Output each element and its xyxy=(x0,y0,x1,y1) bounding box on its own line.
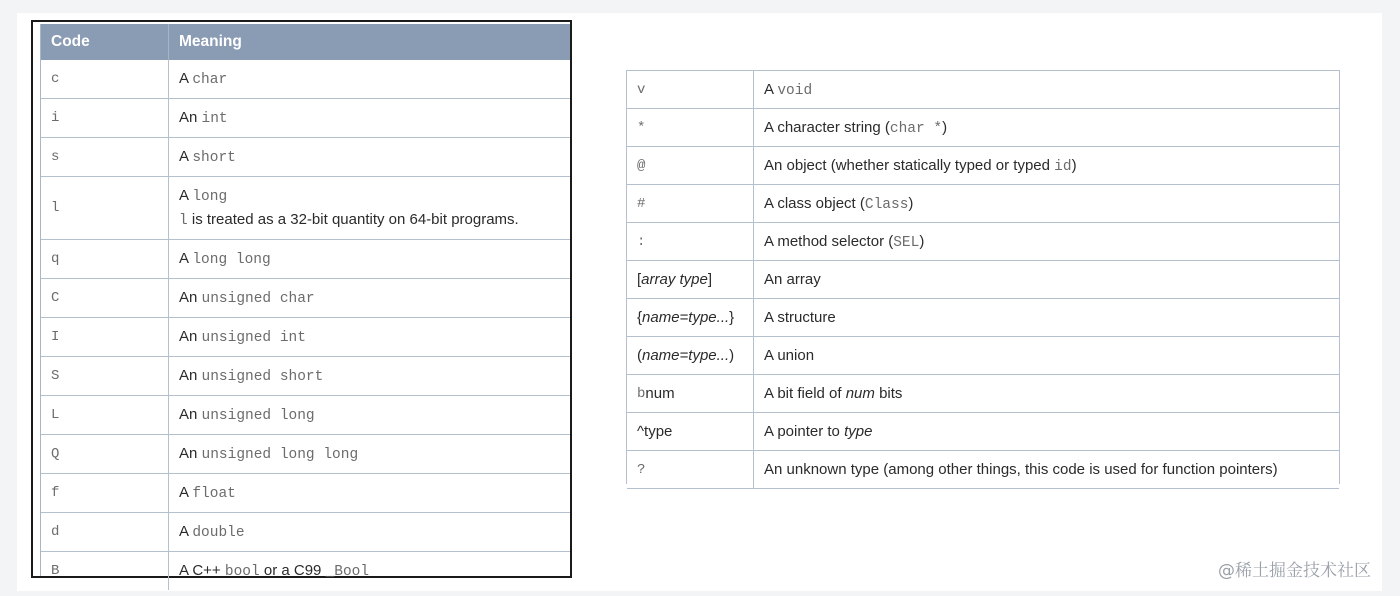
code-value: @ xyxy=(637,157,646,174)
table-row xyxy=(41,474,570,513)
code-cell xyxy=(41,138,169,176)
meaning-line xyxy=(179,445,358,463)
meaning-cell xyxy=(754,347,814,364)
code-cell xyxy=(627,109,754,146)
code-part: name=type... xyxy=(642,309,730,326)
type-name: unsigned char xyxy=(201,291,315,307)
code-cell xyxy=(627,375,754,412)
table-row xyxy=(41,357,570,396)
table-row xyxy=(41,99,570,138)
meaning-line xyxy=(179,562,369,580)
type-name: float xyxy=(192,486,236,502)
table-row xyxy=(41,60,570,99)
code-cell xyxy=(41,279,169,317)
meaning-text: An xyxy=(179,109,202,126)
meaning-text: A xyxy=(179,523,193,540)
meaning-line xyxy=(179,406,315,424)
meaning-line xyxy=(179,148,236,166)
meaning-text: is treated as a 32-bit quantity on 64-bit programs. xyxy=(187,211,519,228)
type-name: short xyxy=(192,150,236,166)
code-cell xyxy=(41,396,169,434)
table-row xyxy=(627,185,1339,223)
meaning-line xyxy=(179,484,236,502)
code-value: * xyxy=(637,119,646,136)
code-part: ) xyxy=(729,347,735,364)
type-name: id xyxy=(1054,158,1072,175)
code-part: [ xyxy=(637,271,642,288)
meaning-text: An xyxy=(179,289,202,306)
table-row xyxy=(41,240,570,279)
left-rows xyxy=(41,60,570,590)
meaning-cell xyxy=(754,195,913,213)
meaning-cell xyxy=(754,81,812,99)
meaning-text: or a C99 xyxy=(259,562,326,579)
table-row xyxy=(627,299,1339,337)
code-value: s xyxy=(51,149,60,165)
meaning-text: A xyxy=(764,80,778,98)
meaning-text: An xyxy=(179,328,202,345)
type-name: unsigned int xyxy=(201,330,306,346)
code-cell xyxy=(41,552,169,590)
meaning-text: An xyxy=(179,406,202,423)
table-row xyxy=(627,109,1339,147)
meaning-cell xyxy=(169,109,228,127)
meaning-cell xyxy=(169,523,245,541)
meaning-cell xyxy=(169,148,236,166)
meaning-text: An array xyxy=(764,271,821,288)
type-name: long long xyxy=(192,252,271,268)
meaning-text: A xyxy=(179,250,193,267)
table-row xyxy=(41,279,570,318)
meaning-line xyxy=(764,309,836,326)
code-part: } xyxy=(729,309,735,326)
meaning-line xyxy=(179,367,323,385)
code-value: c xyxy=(51,71,60,87)
table-body xyxy=(40,24,570,580)
code-cell xyxy=(41,357,169,395)
meaning-line xyxy=(764,81,812,99)
meaning-cell xyxy=(169,328,306,346)
table-row xyxy=(627,451,1339,489)
table-row xyxy=(627,261,1339,299)
type-name: void xyxy=(777,82,813,99)
meaning-line xyxy=(179,109,228,127)
type-name: long xyxy=(192,189,228,205)
code-value: Q xyxy=(51,446,60,462)
meaning-text: type xyxy=(844,423,873,440)
header-meaning: Meaning xyxy=(179,33,242,50)
type-name: l xyxy=(179,213,188,229)
meaning-text: A character string ( xyxy=(764,118,890,136)
type-name: SEL xyxy=(893,234,920,251)
code-cell xyxy=(41,435,169,473)
meaning-text: An xyxy=(179,445,202,462)
code-value: f xyxy=(51,485,60,501)
meaning-text: An unknown type (among other things, this code is used for function pointers) xyxy=(764,461,1278,478)
table-row xyxy=(41,513,570,552)
code-cell xyxy=(627,185,754,222)
type-name: double xyxy=(192,525,245,541)
table-row xyxy=(41,138,570,177)
meaning-text: An xyxy=(179,367,202,384)
meaning-cell xyxy=(754,271,821,288)
meaning-line xyxy=(764,195,913,213)
table-row xyxy=(41,318,570,357)
code-part: ^type xyxy=(637,423,673,440)
table-row xyxy=(627,375,1339,413)
meaning-text: A xyxy=(179,187,193,204)
code-cell xyxy=(41,474,169,512)
type-name: bool xyxy=(224,564,260,580)
meaning-line xyxy=(179,289,315,307)
meaning-text: ) xyxy=(942,118,948,136)
code-part: num xyxy=(645,385,675,402)
code-value: ? xyxy=(637,461,646,478)
meaning-line xyxy=(764,347,814,364)
meaning-text: A xyxy=(179,484,193,501)
meaning-cell xyxy=(754,309,836,326)
type-name: Class xyxy=(864,196,909,213)
meaning-cell xyxy=(169,562,369,580)
table-row xyxy=(41,552,570,590)
meaning-cell xyxy=(169,250,271,268)
meaning-text: A structure xyxy=(764,309,836,326)
type-name: unsigned short xyxy=(201,369,324,385)
meaning-text: num xyxy=(845,385,875,402)
table-row xyxy=(41,396,570,435)
meaning-cell xyxy=(754,385,902,402)
meaning-cell xyxy=(754,157,1077,175)
code-cell xyxy=(41,60,169,98)
meaning-cell xyxy=(169,187,519,229)
meaning-line xyxy=(179,187,519,205)
type-name: _Bool xyxy=(325,564,370,580)
code-cell xyxy=(627,451,754,488)
meaning-line xyxy=(764,461,1278,478)
meaning-cell xyxy=(754,423,872,440)
code-value: L xyxy=(51,407,60,423)
code-cell xyxy=(627,337,754,374)
meaning-line xyxy=(179,523,245,541)
code-value: B xyxy=(51,563,60,579)
table-row xyxy=(627,337,1339,375)
table-header xyxy=(41,24,570,60)
code-value: S xyxy=(51,368,60,384)
code-cell xyxy=(627,261,754,298)
code-cell xyxy=(41,99,169,137)
meaning-cell xyxy=(169,367,323,385)
meaning-line xyxy=(764,233,924,251)
code-cell xyxy=(41,318,169,356)
right-rows xyxy=(627,71,1339,489)
meaning-line xyxy=(764,119,947,137)
code-value: q xyxy=(51,251,60,267)
type-name: int xyxy=(201,111,228,127)
meaning-line xyxy=(764,271,821,288)
meaning-text: ) xyxy=(908,194,914,212)
code-part: array type xyxy=(641,271,708,288)
code-cell xyxy=(41,513,169,551)
meaning-line xyxy=(179,70,227,88)
table-row xyxy=(41,435,570,474)
code-part: { xyxy=(637,309,643,326)
meaning-text: A class object ( xyxy=(764,194,865,212)
table-row xyxy=(627,147,1339,185)
meaning-text: A bit field of xyxy=(764,385,846,402)
meaning-note xyxy=(179,211,519,229)
meaning-line xyxy=(764,157,1077,175)
meaning-cell xyxy=(754,461,1278,478)
watermark: @稀土掘金技术社区 xyxy=(1218,561,1371,581)
code-cell xyxy=(41,240,169,278)
code-value: l xyxy=(51,200,60,216)
code-value: C xyxy=(51,290,60,306)
code-part: b xyxy=(637,385,646,402)
meaning-line xyxy=(179,328,306,346)
header-code: Code xyxy=(41,24,169,60)
table-row xyxy=(627,71,1339,109)
meaning-text: A union xyxy=(764,347,815,364)
meaning-text: A method selector ( xyxy=(764,232,894,250)
meaning-cell xyxy=(169,289,315,307)
table-row xyxy=(41,177,570,240)
meaning-cell xyxy=(169,406,315,424)
code-cell xyxy=(627,413,754,450)
meaning-text: bits xyxy=(874,385,903,402)
meaning-cell xyxy=(169,484,236,502)
type-name: unsigned long long xyxy=(201,447,359,463)
code-value: d xyxy=(51,524,60,540)
type-name: unsigned long xyxy=(201,408,315,424)
code-cell xyxy=(627,71,754,108)
meaning-cell xyxy=(169,70,227,88)
meaning-line xyxy=(179,250,271,268)
meaning-text: A C++ xyxy=(179,562,225,579)
meaning-cell xyxy=(169,445,358,463)
code-part: name=type... xyxy=(642,347,730,364)
meaning-line xyxy=(764,423,872,440)
type-name: char * xyxy=(889,120,943,137)
code-value: I xyxy=(51,329,60,345)
code-value: # xyxy=(637,195,646,212)
code-cell xyxy=(41,177,169,239)
meaning-text: A xyxy=(179,148,193,165)
table-row xyxy=(627,223,1339,261)
meaning-cell xyxy=(754,119,947,137)
code-part: ] xyxy=(707,271,713,288)
meaning-text: An object (whether statically typed or typed xyxy=(764,156,1055,174)
code-cell xyxy=(627,147,754,184)
code-value: v xyxy=(637,81,646,98)
table-row xyxy=(627,413,1339,451)
meaning-text: A pointer to xyxy=(764,423,845,440)
code-cell xyxy=(627,299,754,336)
meaning-text: ) xyxy=(919,232,925,250)
code-value: : xyxy=(637,233,646,250)
meaning-line xyxy=(764,385,902,402)
code-cell xyxy=(627,223,754,260)
code-value: i xyxy=(51,110,60,126)
type-encoding-table-compound xyxy=(626,70,1340,484)
meaning-text: A xyxy=(179,70,193,87)
type-encoding-table-primitives xyxy=(31,20,572,578)
meaning-text: ) xyxy=(1071,156,1077,174)
meaning-cell xyxy=(754,233,924,251)
code-part: ( xyxy=(637,347,642,364)
type-name: char xyxy=(192,72,228,88)
